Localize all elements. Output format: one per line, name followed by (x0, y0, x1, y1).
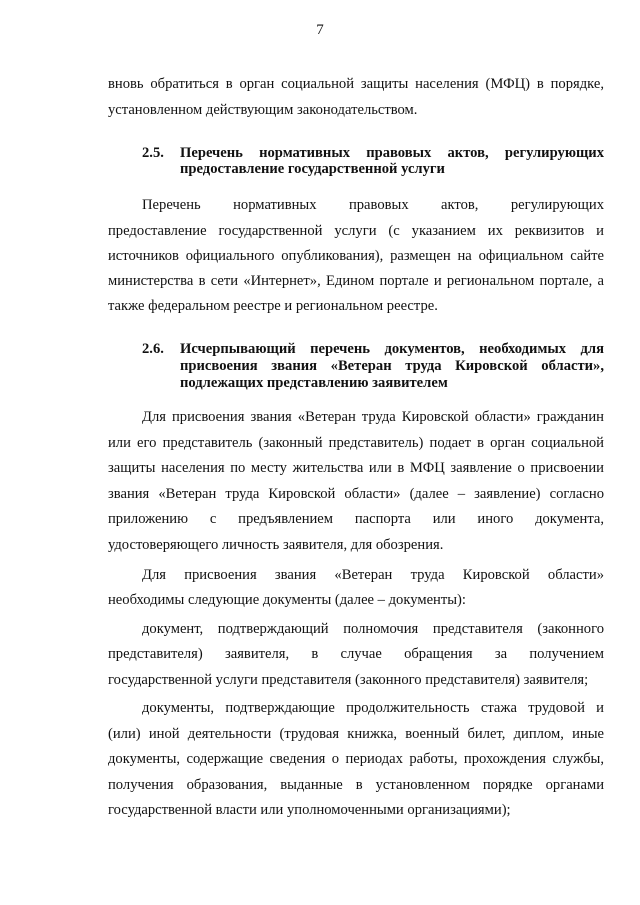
paragraph-line: предоставление государственной услуги (с указанием их реквизитов и (108, 223, 604, 239)
paragraph-line: или его представитель (законный представитель) подает в орган социальной (108, 435, 604, 451)
paragraph-line: представителя) заявителя, в случае обращения за получением (108, 646, 604, 662)
section-heading-line: предоставление государственной услуги (180, 161, 445, 177)
paragraph-line: вновь обратиться в орган социальной защиты населения (МФЦ) в порядке, (108, 76, 604, 92)
section-heading-line: Исчерпывающий перечень документов, необходимых для (180, 341, 604, 357)
paragraph-line: Для присвоения звания «Ветеран труда Кировской области» гражданин (142, 409, 604, 425)
paragraph-line: документы, подтверждающие продолжительность стажа трудовой и (142, 700, 604, 716)
paragraph-line: приложению с предъявлением паспорта или иного документа, (108, 511, 604, 527)
section-number: 2.5. (142, 145, 164, 161)
paragraph-line: государственной власти или уполномоченными организациями); (108, 802, 511, 818)
paragraph-line: Перечень нормативных правовых актов, регулирующих (142, 197, 604, 213)
paragraph-line: получения образования, выданные в установленном порядке органами (108, 777, 604, 793)
paragraph-line: документ, подтверждающий полномочия представителя (законного (142, 621, 604, 637)
paragraph-line: государственной услуги представителя (законного представителя) заявителя; (108, 672, 589, 688)
section-number: 2.6. (142, 341, 164, 357)
paragraph-line: (или) иной деятельности (трудовая книжка, военный билет, диплом, иные (108, 726, 604, 742)
paragraph-line: Для присвоения звания «Ветеран труда Кировской области» (142, 567, 604, 583)
section-heading-line: присвоения звания «Ветеран труда Кировской области», (180, 358, 604, 374)
paragraph-line: удостоверяющего личность заявителя, для обозрения. (108, 537, 444, 553)
paragraph-line: документы, содержащие сведения о периодах работы, прохождения службы, (108, 751, 604, 767)
paragraph-line: также федеральном реестре и региональном реестре. (108, 298, 438, 314)
paragraph-line: министерства в сети «Интернет», Едином портале и региональном портале, а (108, 273, 604, 289)
section-heading-line: Перечень нормативных правовых актов, регулирующих (180, 145, 604, 161)
paragraph-line: необходимы следующие документы (далее – документы): (108, 592, 466, 608)
paragraph-line: установленном действующим законодательством. (108, 102, 418, 118)
paragraph-line: звания «Ветеран труда Кировской области» (далее – заявление) согласно (108, 486, 604, 502)
paragraph-line: источников официального опубликования), размещен на официальном сайте (108, 248, 604, 264)
page-number: 7 (316, 22, 324, 38)
paragraph-line: защиты населения по месту жительства или в МФЦ заявление о присвоении (108, 460, 604, 476)
section-heading-line: подлежащих представлению заявителем (180, 375, 448, 391)
